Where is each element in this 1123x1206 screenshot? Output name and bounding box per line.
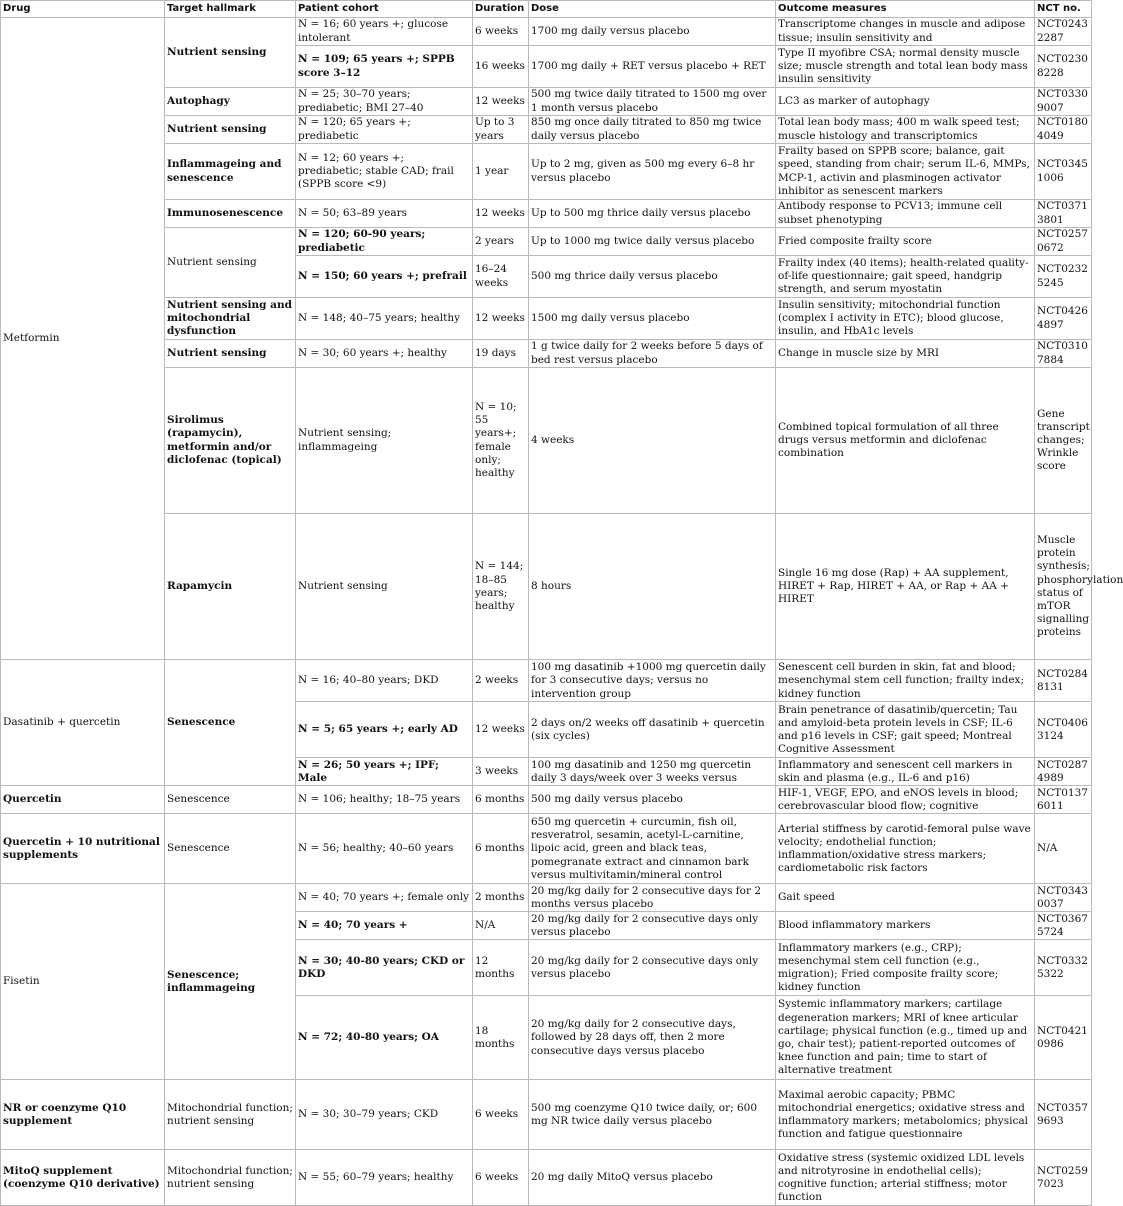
duration-cell: 19 days [473,340,529,368]
duration-cell: 12 weeks [473,200,529,228]
dose-cell: Single 16 mg dose (Rap) + AA supplement, HIRET + Rap, HIRET + AA, or Rap + AA + HIRET [776,514,1035,660]
hallmark-cell: Mitochondrial function; nutrient sensing [165,1150,296,1206]
nct-cell: NCT01376011 [1035,786,1092,814]
nct-cell: NCT03451006 [1035,144,1092,200]
nct-cell: NCT03325322 [1035,940,1092,996]
dose-cell: 2 days on/2 weeks off dasatinib + quercetin (six cycles) [529,702,776,758]
cohort-cell: N = 30; 60 years +; healthy [296,340,473,368]
duration-cell: Up to 3 years [473,116,529,144]
dose-cell: 20 mg/kg daily for 2 consecutive days for 2 months versus placebo [529,884,776,912]
column-header-outcome-measures: Outcome measures [776,1,1035,18]
cohort-cell: N = 40; 70 years +; female only [296,884,473,912]
duration-cell: 18 months [473,996,529,1080]
drug-cell: Metformin [1,18,165,660]
table-row [1,18,1092,46]
drug-cell: NR or coenzyme Q10 supplement [1,1080,165,1150]
drug-cell: Quercetin + 10 nutritional supplements [1,814,165,884]
nct-cell: NCT02597023 [1035,1150,1092,1206]
dose-cell: 650 mg quercetin + curcumin, fish oil, resveratrol, sesamin, acetyl-L-carnitine, lipoic acid, green and black teas, pomegranate extract and cinnamon bark versus multivitamin/mineral control [529,814,776,884]
table-row [1,660,1092,702]
drug-cell: MitoQ supplement (coenzyme Q10 derivative) [1,1150,165,1206]
hallmark-cell: Nutrient sensing; inflammageing [296,368,473,514]
column-header-target-hallmark: Target hallmark [165,1,296,18]
outcome-cell: Muscle protein synthesis; phosphorylation status of mTOR signalling proteins [1035,514,1092,660]
table-row [1,116,1092,144]
hallmark-cell: Senescence [165,660,296,786]
hallmark-cell: Nutrient sensing [165,228,296,298]
table-row [1,228,1092,256]
nct-cell: NCT02874989 [1035,758,1092,786]
nct-cell: NCT04210986 [1035,996,1092,1080]
hallmark-cell: Senescence; inflammageing [165,884,296,1080]
cohort-cell: N = 120; 65 years +; prediabetic [296,116,473,144]
nct-cell: NCT03430037 [1035,884,1092,912]
dose-cell: 1500 mg daily versus placebo [529,298,776,340]
outcome-cell: Senescent cell burden in skin, fat and blood; mesenchymal stem cell function; frailty index; kidney function [776,660,1035,702]
outcome-cell: Fried composite frailty score [776,228,1035,256]
dose-cell: 100 mg dasatinib +1000 mg quercetin daily for 3 consecutive days; versus no intervention group [529,660,776,702]
dose-cell: 500 mg daily versus placebo [529,786,776,814]
hallmark-cell: Nutrient sensing [296,514,473,660]
drug-cell: Rapamycin [165,514,296,660]
nct-cell: NCT02308228 [1035,46,1092,88]
outcome-cell: Insulin sensitivity; mitochondrial function (complex I activity in ETC); blood glucose, insulin, and HbA1c levels [776,298,1035,340]
dose-cell: Combined topical formulation of all three drugs versus metformin and diclofenac combination [776,368,1035,514]
outcome-cell: Change in muscle size by MRI [776,340,1035,368]
nct-cell: N/A [1035,814,1092,884]
duration-cell: 6 weeks [473,18,529,46]
dose-cell: Up to 500 mg thrice daily versus placebo [529,200,776,228]
duration-cell: 3 weeks [473,758,529,786]
cohort-cell: N = 109; 65 years +; SPPB score 3–12 [296,46,473,88]
outcome-cell: Antibody response to PCV13; immune cell subset phenotyping [776,200,1035,228]
duration-cell: 12 weeks [473,298,529,340]
duration-cell: 16 weeks [473,46,529,88]
duration-cell: 12 months [473,940,529,996]
column-header-patient-cohort: Patient cohort [296,1,473,18]
dose-cell: Up to 2 mg, given as 500 mg every 6–8 hr versus placebo [529,144,776,200]
hallmark-cell: Mitochondrial function; nutrient sensing [165,1080,296,1150]
dose-cell: 1700 mg daily versus placebo [529,18,776,46]
cohort-cell: N = 120; 60-90 years; prediabetic [296,228,473,256]
drug-cell: Fisetin [1,884,165,1080]
table-row [1,884,1092,912]
outcome-cell: Brain penetrance of dasatinib/quercetin; Tau and amyloid-beta protein levels in CSF; IL-6 and p16 levels in CSF; gait speed; Montreal Cognitive Assessment [776,702,1035,758]
hallmark-cell: Nutrient sensing [165,116,296,144]
duration-cell: 16–24 weeks [473,256,529,298]
outcome-cell: Blood inflammatory markers [776,912,1035,940]
outcome-cell: Inflammatory and senescent cell markers in skin and plasma (e.g., IL-6 and p16) [776,758,1035,786]
table-row [1,144,1092,200]
hallmark-cell: Immunosenescence [165,200,296,228]
cohort-cell: N = 148; 40–75 years; healthy [296,298,473,340]
dose-cell: 500 mg thrice daily versus placebo [529,256,776,298]
nct-cell: NCT01804049 [1035,116,1092,144]
outcome-cell: Total lean body mass; 400 m walk speed test; muscle histology and transcriptomics [776,116,1035,144]
duration-cell: 6 months [473,786,529,814]
duration-cell: 2 months [473,884,529,912]
dose-cell: 20 mg/kg daily for 2 consecutive days only versus placebo [529,912,776,940]
outcome-cell: HIF-1, VEGF, EPO, and eNOS levels in blood; cerebrovascular blood flow; cognitive [776,786,1035,814]
dose-cell: 100 mg dasatinib and 1250 mg quercetin daily 3 days/week over 3 weeks versus [529,758,776,786]
hallmark-cell: Nutrient sensing and mitochondrial dysfunction [165,298,296,340]
dose-cell: 20 mg daily MitoQ versus placebo [529,1150,776,1206]
nct-cell: NCT02848131 [1035,660,1092,702]
outcome-cell: Maximal aerobic capacity; PBMC mitochondrial energetics; oxidative stress and inflammatory markers; metabolomics; physical function and fatigue questionnaire [776,1080,1035,1150]
table-row [1,1080,1092,1150]
hallmark-cell: Senescence [165,814,296,884]
outcome-cell: LC3 as marker of autophagy [776,88,1035,116]
nct-cell: NCT04264897 [1035,298,1092,340]
dose-cell: 1700 mg daily + RET versus placebo + RET [529,46,776,88]
cohort-cell: N = 55; 60–79 years; healthy [296,1150,473,1206]
cohort-cell: N = 40; 70 years + [296,912,473,940]
dose-cell: 500 mg coenzyme Q10 twice daily, or; 600 mg NR twice daily versus placebo [529,1080,776,1150]
nct-cell: NCT02432287 [1035,18,1092,46]
column-header-duration: Duration [473,1,529,18]
outcome-cell: Gene transcript changes; Wrinkle score [1035,368,1092,514]
drug-cell: Quercetin [1,786,165,814]
duration-cell: 12 weeks [473,702,529,758]
cohort-cell: N = 16; 40–80 years; DKD [296,660,473,702]
nct-cell: NCT03579693 [1035,1080,1092,1150]
outcome-cell: Oxidative stress (systemic oxidized LDL levels and nitrotyrosine in endothelial cells); cognitive function; arterial stiffness; motor function [776,1150,1035,1206]
cohort-cell: N = 16; 60 years +; glucose intolerant [296,18,473,46]
dose-cell: 500 mg twice daily titrated to 1500 mg over 1 month versus placebo [529,88,776,116]
cohort-cell: N = 10; 55 years+; female only; healthy [473,368,529,514]
table-row [1,340,1092,368]
hallmark-cell: Nutrient sensing [165,18,296,88]
dose-cell: 20 mg/kg daily for 2 consecutive days only versus placebo [529,940,776,996]
cohort-cell: N = 144; 18–85 years; healthy [473,514,529,660]
hallmark-cell: Senescence [165,786,296,814]
header-row [1,1,1092,18]
cohort-cell: N = 30; 30–79 years; CKD [296,1080,473,1150]
outcome-cell: Transcriptome changes in muscle and adipose tissue; insulin sensitivity and [776,18,1035,46]
duration-cell: 4 weeks [529,368,776,514]
table-row [1,786,1092,814]
cohort-cell: N = 56; healthy; 40–60 years [296,814,473,884]
column-header-dose: Dose [529,1,776,18]
drug-cell: Sirolimus (rapamycin), metformin and/or diclofenac (topical) [165,368,296,514]
table-row [1,298,1092,340]
column-header-nct-no: NCT no. [1035,1,1092,18]
outcome-cell: Frailty based on SPPB score; balance, gait speed, standing from chair; serum IL-6, MMPs, MCP-1, activin and plasminogen activator inhibitor as senescent markers [776,144,1035,200]
nct-cell: NCT03107884 [1035,340,1092,368]
column-header-drug: Drug [1,1,165,18]
table-row [1,514,1092,660]
nct-cell: NCT02570672 [1035,228,1092,256]
table-row [1,814,1092,884]
outcome-cell: Arterial stiffness by carotid-femoral pulse wave velocity; endothelial function; inflammation/oxidative stress markers; cardiometabolic risk factors [776,814,1035,884]
hallmark-cell: Autophagy [165,88,296,116]
duration-cell: 2 years [473,228,529,256]
cohort-cell: N = 150; 60 years +; prefrail [296,256,473,298]
duration-cell: 6 months [473,814,529,884]
cohort-cell: N = 30; 40-80 years; CKD or DKD [296,940,473,996]
cohort-cell: N = 50; 63–89 years [296,200,473,228]
nct-cell: NCT04063124 [1035,702,1092,758]
hallmark-cell: Inflammageing and senescence [165,144,296,200]
drug-cell: Dasatinib + quercetin [1,660,165,786]
nct-cell: NCT03713801 [1035,200,1092,228]
duration-cell: 6 weeks [473,1150,529,1206]
table-row [1,88,1092,116]
dose-cell: 20 mg/kg daily for 2 consecutive days, followed by 28 days off, then 2 more consecutive days versus placebo [529,996,776,1080]
hallmark-cell: Nutrient sensing [165,340,296,368]
outcome-cell: Inflammatory markers (e.g., CRP); mesenchymal stem cell function (e.g., migration); Fried composite frailty score; kidney function [776,940,1035,996]
nct-cell: NCT03675724 [1035,912,1092,940]
duration-cell: 8 hours [529,514,776,660]
table-row [1,1150,1092,1206]
duration-cell: 12 weeks [473,88,529,116]
nct-cell: NCT02325245 [1035,256,1092,298]
cohort-cell: N = 72; 40-80 years; OA [296,996,473,1080]
duration-cell: 2 weeks [473,660,529,702]
cohort-cell: N = 12; 60 years +; prediabetic; stable CAD; frail (SPPB score <9) [296,144,473,200]
nct-cell: NCT03309007 [1035,88,1092,116]
dose-cell: Up to 1000 mg twice daily versus placebo [529,228,776,256]
cohort-cell: N = 106; healthy; 18–75 years [296,786,473,814]
cohort-cell: N = 25; 30–70 years; prediabetic; BMI 27–40 [296,88,473,116]
cohort-cell: N = 5; 65 years +; early AD [296,702,473,758]
outcome-cell: Systemic inflammatory markers; cartilage degeneration markers; MRI of knee articular cartilage; physical function (e.g., timed up and go, chair test); patient-reported outcomes of knee function and pain; time to start of alternative treatment [776,996,1035,1080]
dose-cell: 1 g twice daily for 2 weeks before 5 days of bed rest versus placebo [529,340,776,368]
cohort-cell: N = 26; 50 years +; IPF; Male [296,758,473,786]
table-row [1,368,1092,514]
duration-cell: 6 weeks [473,1080,529,1150]
duration-cell: 1 year [473,144,529,200]
duration-cell: N/A [473,912,529,940]
outcome-cell: Frailty index (40 items); health-related quality-of-life questionnaire; gait speed, handgrip strength, and serum myostatin [776,256,1035,298]
table-row [1,200,1092,228]
dose-cell: 850 mg once daily titrated to 850 mg twice daily versus placebo [529,116,776,144]
outcome-cell: Type II myofibre CSA; normal density muscle size; muscle strength and total lean body mass insulin sensitivity [776,46,1035,88]
outcome-cell: Gait speed [776,884,1035,912]
